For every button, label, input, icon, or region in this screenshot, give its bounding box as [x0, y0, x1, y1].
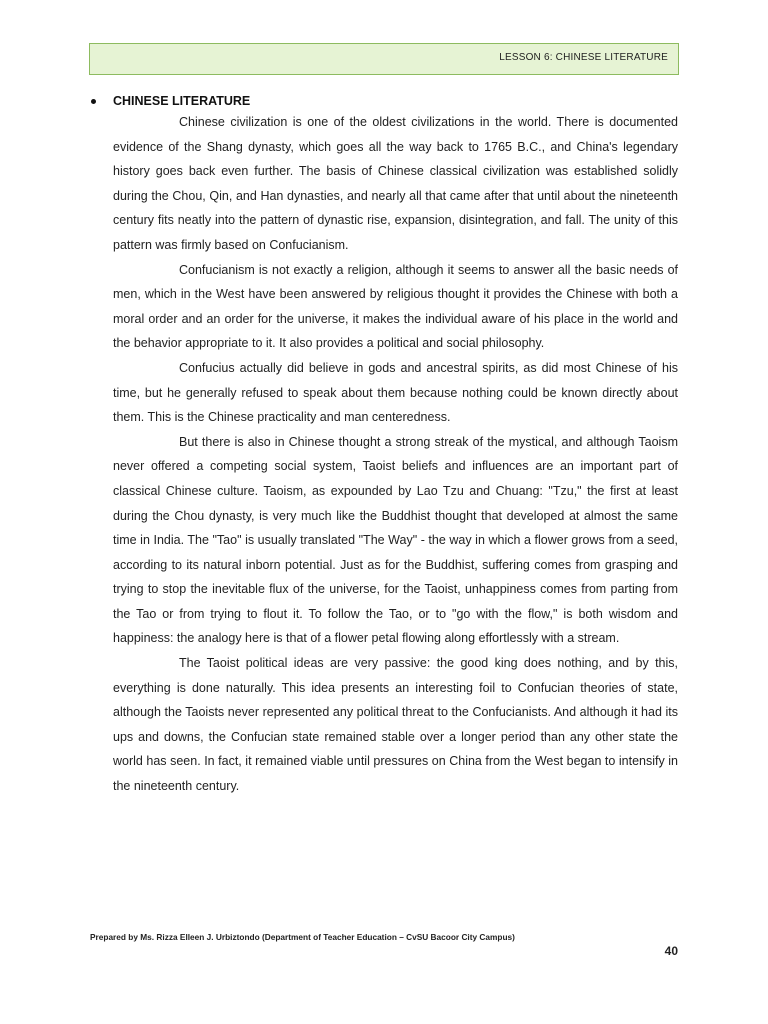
- paragraph-2: Confucianism is not exactly a religion, although it seems to answer all the basic needs of men, which in the West have been answered by religious thought it provides the Chinese with both a moral order and an order for the universe, it makes the individual aware of his place in the world and the behavior appropriate to it. It also provides a political and social philosophy.: [113, 262, 678, 351]
- page-number: 40: [664, 944, 678, 958]
- bullet-icon: [91, 99, 96, 104]
- lesson-header-title: LESSON 6: CHINESE LITERATURE: [499, 52, 668, 63]
- paragraph-3: Confucius actually did believe in gods and ancestral spirits, as did most Chinese of his time, but he generally refused to speak about them because nothing could be known directly about them. This is the Chinese practicality and man centeredness.: [113, 360, 678, 425]
- footer-credit: Prepared by Ms. Rizza Elleen J. Urbiztondo (Department of Teacher Education – CvSU Bacoor City Campus): [90, 932, 515, 942]
- paragraph-1: Chinese civilization is one of the oldest civilizations in the world. There is documented evidence of the Shang dynasty, which goes all the way back to 1765 B.C., and China's legendary history goes back even further. The basis of Chinese classical civilization was established solidly during the Chou, Qin, and Han dynasties, and nearly all that came after that until about the nineteenth century fits neatly into the pattern of dynastic rise, expansion, disintegration, and fall. The unity of this pattern was firmly based on Confucianism.: [113, 115, 678, 252]
- section-body: [113, 110, 678, 799]
- section-heading-row: [90, 92, 678, 110]
- chinese-literature-section: [90, 92, 678, 799]
- section-heading: CHINESE LITERATURE: [113, 94, 251, 108]
- lesson-header-box: [89, 43, 679, 75]
- paragraph-4: But there is also in Chinese thought a strong streak of the mystical, and although Taoism never offered a competing social system, Taoist beliefs and influences are an important part of classical Chinese culture. Taoism, as expounded by Lao Tzu and Chuang: "Tzu," the first at least during the Chou dynasty, is very much like the Buddhist thought that developed at almost the same time in India. The "Tao" is usually translated "The Way" - the way in which a flower grows from a seed, according to its natural inborn potential. Just as for the Buddhist, suffering comes from grasping and trying to stop the inevitable flux of the universe, for the Taoist, unhappiness comes from parting from the Tao or from trying to flout it. To follow the Tao, or to "go with the flow," is both wisdom and happiness: the analogy here is that of a flower petal flowing along effortlessly with a stream.: [113, 434, 678, 646]
- paragraph-5: The Taoist political ideas are very passive: the good king does nothing, and by this, everything is done naturally. This idea presents an interesting foil to Confucian theories of state, although the Taoists never represented any political threat to the Confucianists. And although it had its ups and downs, the Confucian state remained stable over a longer period than any other state the world has seen. In fact, it remained viable until pressures on China from the West began to intensify in the nineteenth century.: [113, 656, 678, 794]
